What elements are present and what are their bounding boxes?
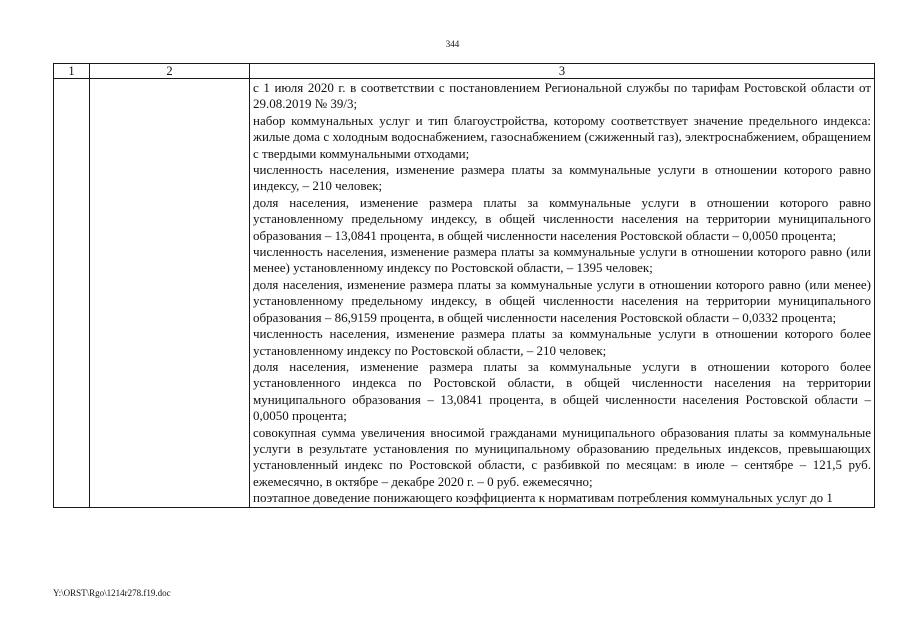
table-cell-col1 [54,79,90,508]
paragraph: доля населения, изменение размера платы за коммунальные услуги в отношении которого более установленного индекса по Ростовской области, в общей численности населения на территории муниципального образования – 13,0841 процента, в общей численности населения Ростовской области – 0,0050 процента; [253,358,871,424]
paragraph: поэтапное доведение понижающего коэффициента к нормативам потребления коммунальных услуг до 1 [253,490,833,506]
paragraph: набор коммунальных услуг и тип благоустройства, которому соответствует значение предельного индекса: жилые дома с холодным водоснабжением, газоснабжением (сжиженный газ), электроснабжением, обращением с твердыми коммунальными отходами; [253,112,871,161]
paragraph: совокупная сумма увеличения вносимой гражданами муниципального образования платы за коммунальные услуги в результате установления по муниципальному образованию предельных индексов, превышающих установленный индекс по Ростовской области, с разбивкой по месяцам: в июле – сентябре – 121,5 руб. ежемесячно, в октябре – декабре 2020 г. – 0 руб. ежемесячно; [253,424,871,489]
paragraph: с 1 июля 2020 г. в соответствии с постановлением Региональной службы по тарифам Ростовской области от 29.08.2019 № 39/3; [253,80,871,112]
column-header-3: 3 [250,64,875,79]
paragraph: доля населения, изменение размера платы за коммунальные услуги в отношении которого равно (или менее) установленному предельному индексу, в общей численности населения на территории муниципального образования – 86,9159 процента, в общей численности населения Ростовской области – 0,0332 процента; [253,276,871,325]
paragraph: доля населения, изменение размера платы за коммунальные услуги в отношении которого равно установленному предельному индексу, в общей численности населения на территории муниципального образования – 13,0841 процента, в общей численности населения Ростовской области – 0,0050 процента; [253,194,871,243]
table-header-row [54,64,875,79]
column-header-2: 2 [90,64,250,79]
table-cell-col3 [250,79,875,508]
paragraph: численность населения, изменение размера платы за коммунальные услуги в отношении которого равно (или менее) установленному индексу по Ростовской области, – 1395 человек; [253,244,871,276]
document-table [53,63,875,508]
table-row [54,79,875,508]
file-path-footer: Y:\ORST\Rgo\1214r278.f19.doc [53,588,171,598]
column-header-1: 1 [54,64,90,79]
cell-text-content [250,79,874,507]
paragraph: численность населения, изменение размера платы за коммунальные услуги в отношении которого равно индексу, – 210 человек; [253,162,871,194]
paragraph: численность населения, изменение размера платы за коммунальные услуги в отношении которого более установленному индексу по Ростовской области, – 210 человек; [253,326,871,358]
table-cell-col2 [90,79,250,508]
page-number: 344 [445,39,460,49]
